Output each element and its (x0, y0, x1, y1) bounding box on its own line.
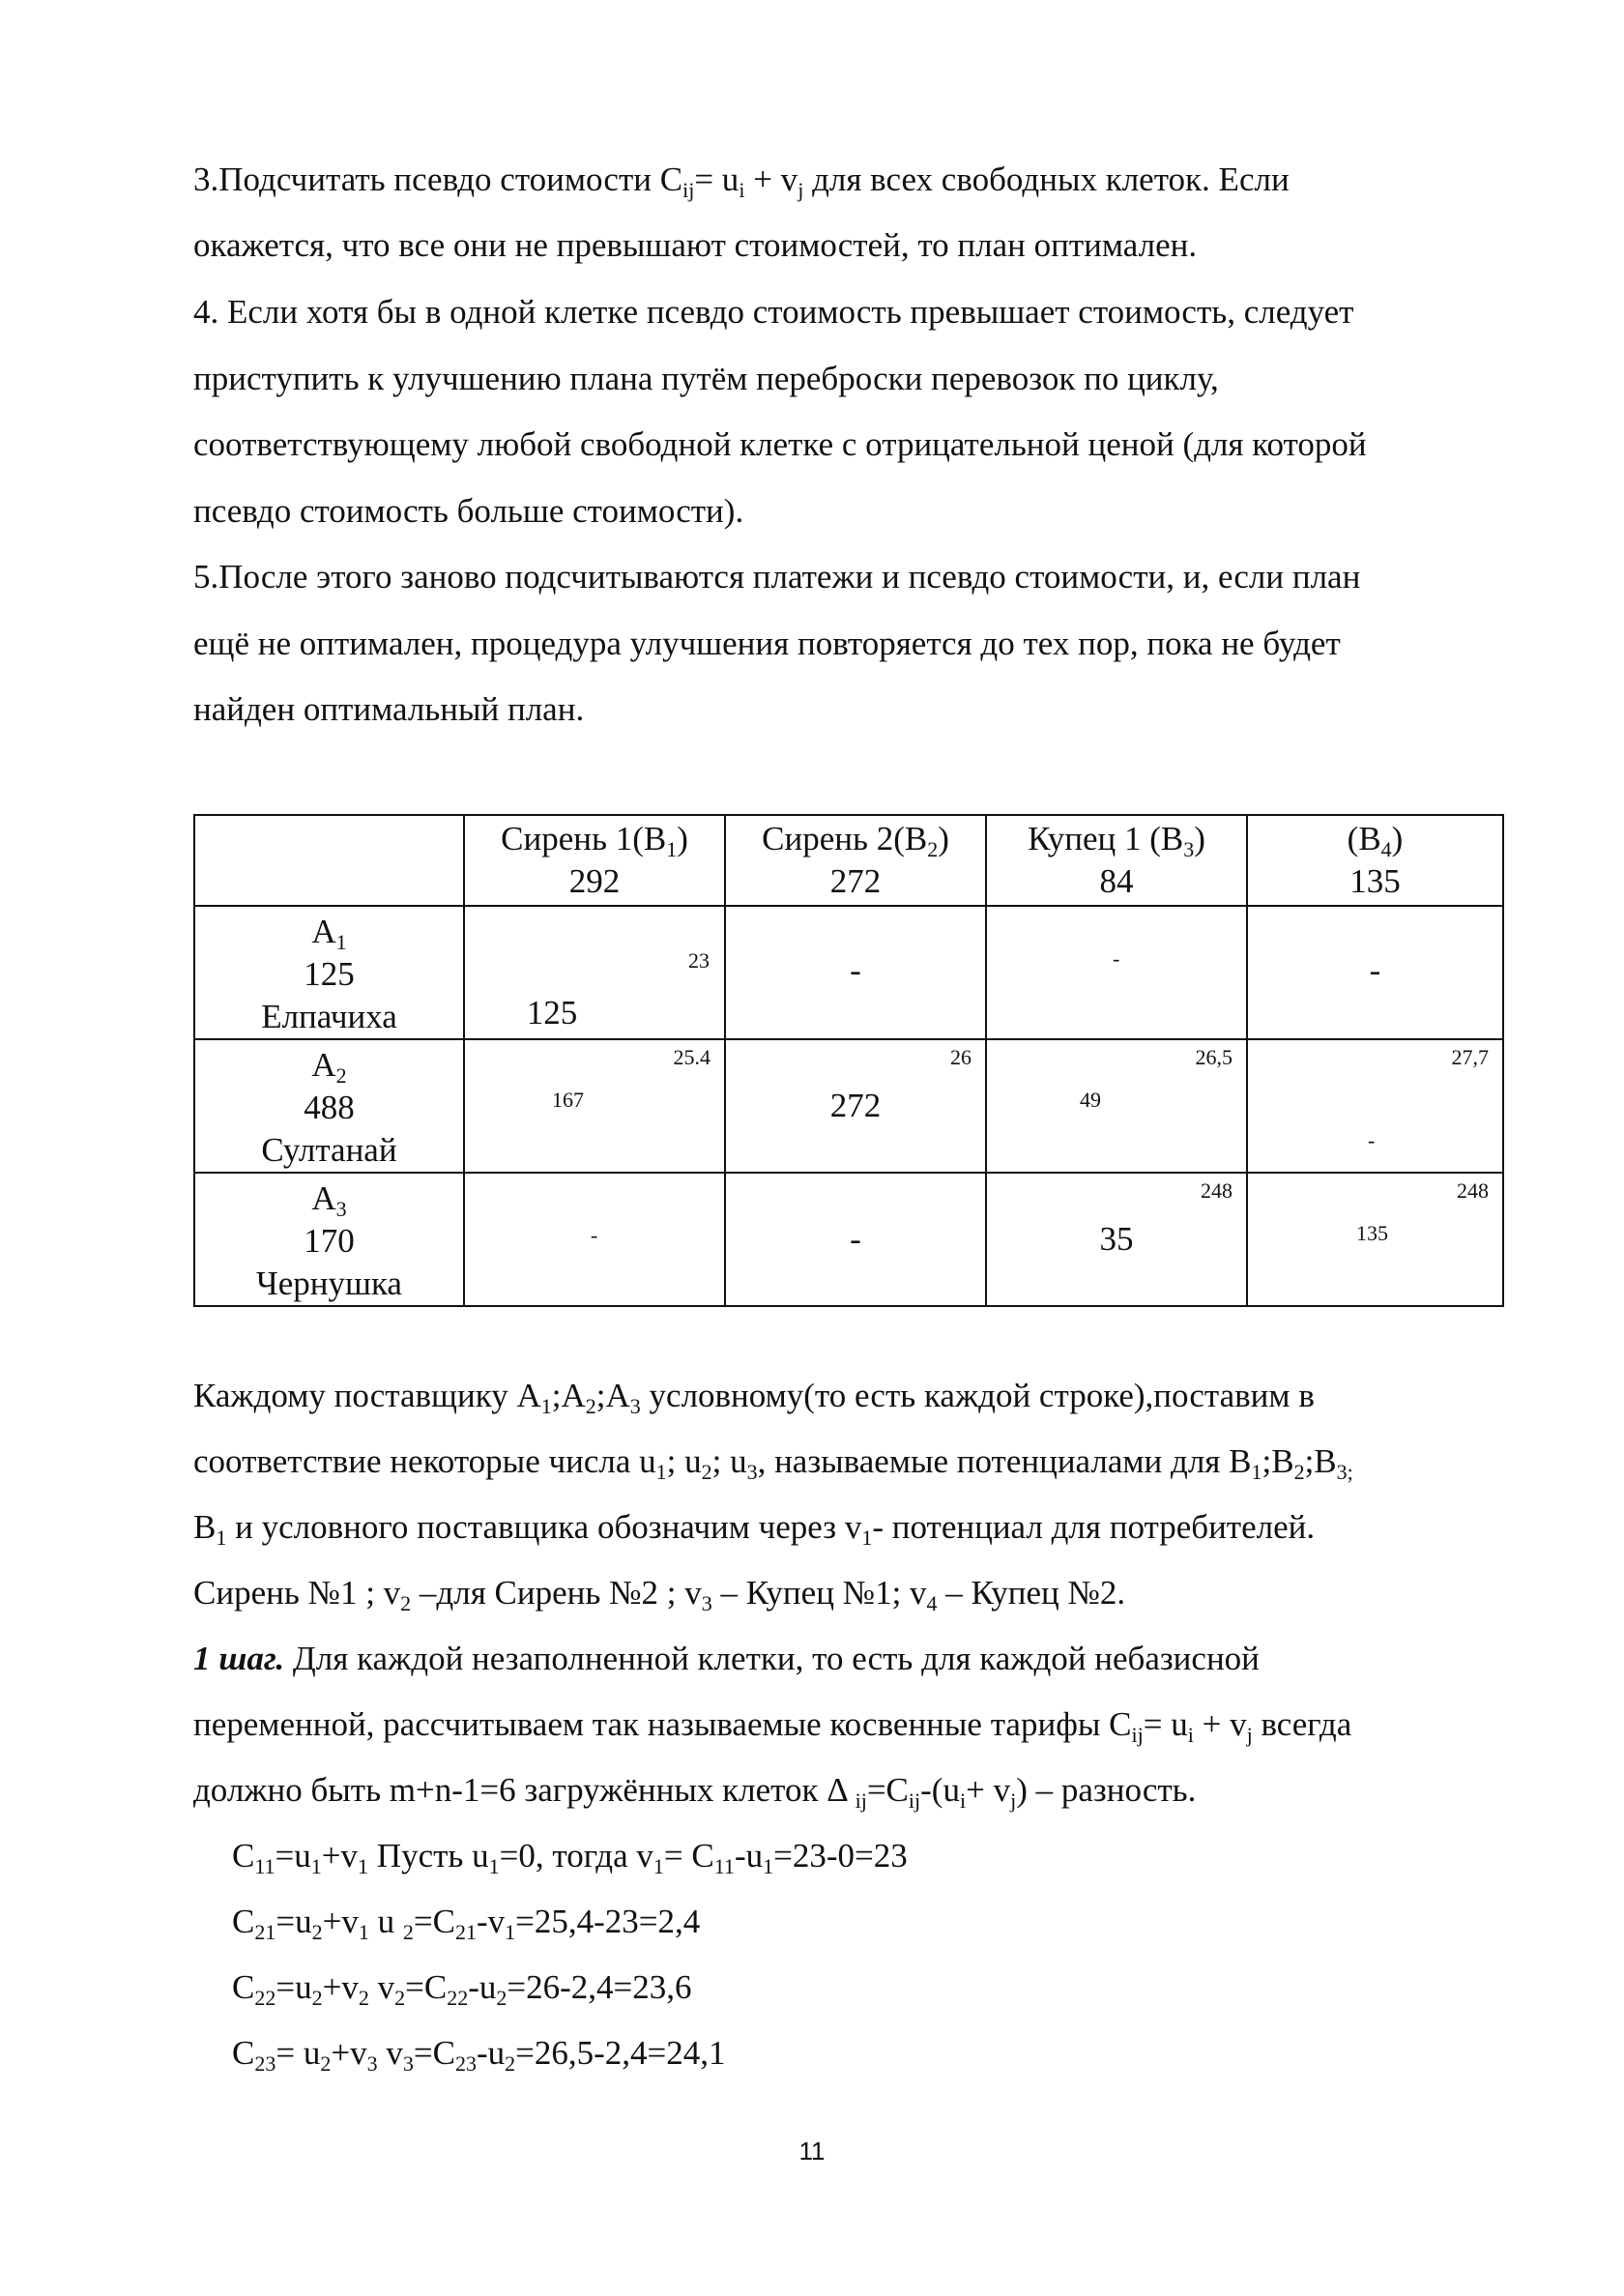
step-1-line-2: переменной, рассчитываем так называемые косвенные тарифы $C_{ij}= u_i + v_j$ всегда (193, 1705, 1352, 1747)
item-3-line-2: окажется, что все они не превышают стоимостей, то план оптимален. (193, 226, 1198, 264)
step-label: 1 шаг. (193, 1640, 285, 1677)
table-cell (1247, 1039, 1503, 1173)
allocation-value: - (1113, 946, 1120, 971)
item-4-line-4: псевдо стоимость больше стоимости). (193, 492, 744, 530)
table-row (194, 1039, 1503, 1173)
table-cell (725, 906, 986, 1039)
corner-cell (194, 815, 464, 906)
item-3-line-1: 3.Подсчитать псевдо стоимости $C_{ij}= u_i + v_j$ для всех свободных клеток. Если (193, 160, 1290, 202)
table-row (194, 1173, 1503, 1306)
cost-value: 248 (1201, 1178, 1232, 1203)
cost-value: 26,5 (1195, 1045, 1232, 1069)
allocation-value: - (1368, 1128, 1376, 1152)
table-row (194, 906, 1503, 1039)
allocation-value: 35 (1099, 1220, 1134, 1258)
allocation-value: 49 (1080, 1088, 1101, 1112)
item-4-line-2: приступить к улучшению плана путём переброски перевозок по циклу, (193, 360, 1219, 397)
allocation-value: 135 (1356, 1221, 1388, 1245)
page-number: 11 (798, 2136, 826, 2165)
table-cell (986, 1173, 1247, 1306)
table-cell (986, 906, 1247, 1039)
step-1-line-1: 1 шаг. Для каждой незаполненной клетки, то есть для каждой небазисной (193, 1640, 1260, 1677)
table-cell (464, 906, 725, 1039)
header-cell: $(B_4)$ 135 (1247, 815, 1503, 906)
item-5-line-3: найден оптимальный план. (193, 690, 585, 728)
demand-value: 135 (1349, 862, 1401, 900)
header-cell: Купец 1 $(B_3)$ 84 (986, 815, 1247, 906)
formula-2: $C_{21}=u_2+v_1$ u $_2=C_{21}-v_1=25,4-23=2,4$ (232, 1903, 701, 1944)
step-1-line-3: должно быть m+n-1=6 загружённых клеток Δ $_{ij}=C_{ij}-(u_i+ v_j)$ – разность. (193, 1771, 1197, 1813)
header-cell: Сирень $2(B_2)$ 272 (725, 815, 986, 906)
allocation-value: - (850, 1220, 861, 1258)
allocation-value: - (1369, 951, 1381, 989)
table-cell (1247, 1173, 1503, 1306)
supplier-cell: $A_2$ 488 Султанай (194, 1039, 464, 1173)
table-header-row (194, 815, 1503, 906)
item-4-line-1: 4. Если хотя бы в одной клетке псевдо стоимость превышает стоимость, следует (193, 293, 1354, 331)
supplier-cell: $A_1$ 125 Елпачиха (194, 906, 464, 1039)
item-5-line-1: 5.После этого заново подсчитываются платежи и псевдо стоимости, и, если план (193, 558, 1361, 596)
table-cell (725, 1039, 986, 1173)
table-cell (464, 1173, 725, 1306)
potentials-line-4: Сирень №1 ; $v_2$ –для Сирень №2 ; $v_3$ – Купец №1; $v_4$ – Купец №2. (193, 1574, 1126, 1615)
demand-value: 84 (1099, 862, 1134, 900)
header-cell: Сирень $1(B_1)$ 292 (464, 815, 725, 906)
table-cell (725, 1173, 986, 1306)
table-cell (1247, 906, 1503, 1039)
allocation-value: 272 (829, 1087, 882, 1124)
table-cell (986, 1039, 1247, 1173)
potentials-line-3: $B_1$ и условного поставщика обозначим через $v_1-$ потенциал для потребителей. (193, 1508, 1316, 1550)
formula-4: $C_{23}= u_2+v_3$ $v_3=C_{23}-u_2=26,5-2,4=24,1$ (232, 2034, 726, 2076)
allocation-value: - (591, 1223, 598, 1247)
allocation-value: 125 (526, 994, 578, 1032)
allocation-value: - (850, 951, 861, 989)
potentials-line-2: соответствие некоторые числа $u_1$; $u_2$; $u_3$, называемые потенциалами для $B_1;B_2;B_{3;}$ (193, 1442, 1353, 1484)
potentials-line-1: Каждому поставщику $A_1;A_2;A_3$ условному(то есть каждой строке),поставим в (193, 1377, 1315, 1418)
formula-3: $C_{22}=u_2+v_2$ $v_2=C_{22}-u_2=26-2,4=23,6$ (232, 1968, 692, 2010)
cost-value: 248 (1457, 1178, 1489, 1203)
transport-table (193, 814, 1504, 1307)
formula-1: $C_{11}=u_1+v_1$ Пусть $u_1=0$, тогда $v_1= C_{11}-u_1=23-0=23$ (232, 1837, 908, 1878)
cost-value: 25.4 (673, 1045, 710, 1069)
item-5-line-2: ещё не оптимален, процедура улучшения повторяется до тех пор, пока не будет (193, 625, 1341, 662)
cost-value: 23 (688, 948, 710, 973)
cost-value: 26 (950, 1045, 972, 1069)
allocation-value: 167 (552, 1088, 584, 1112)
supplier-cell: $A_3$ 170 Чернушка (194, 1173, 464, 1306)
table-cell (464, 1039, 725, 1173)
demand-value: 292 (568, 862, 621, 900)
demand-value: 272 (829, 862, 882, 900)
item-4-line-3: соответствующему любой свободной клетке с отрицательной ценой (для которой (193, 425, 1367, 463)
cost-value: 27,7 (1451, 1045, 1489, 1069)
